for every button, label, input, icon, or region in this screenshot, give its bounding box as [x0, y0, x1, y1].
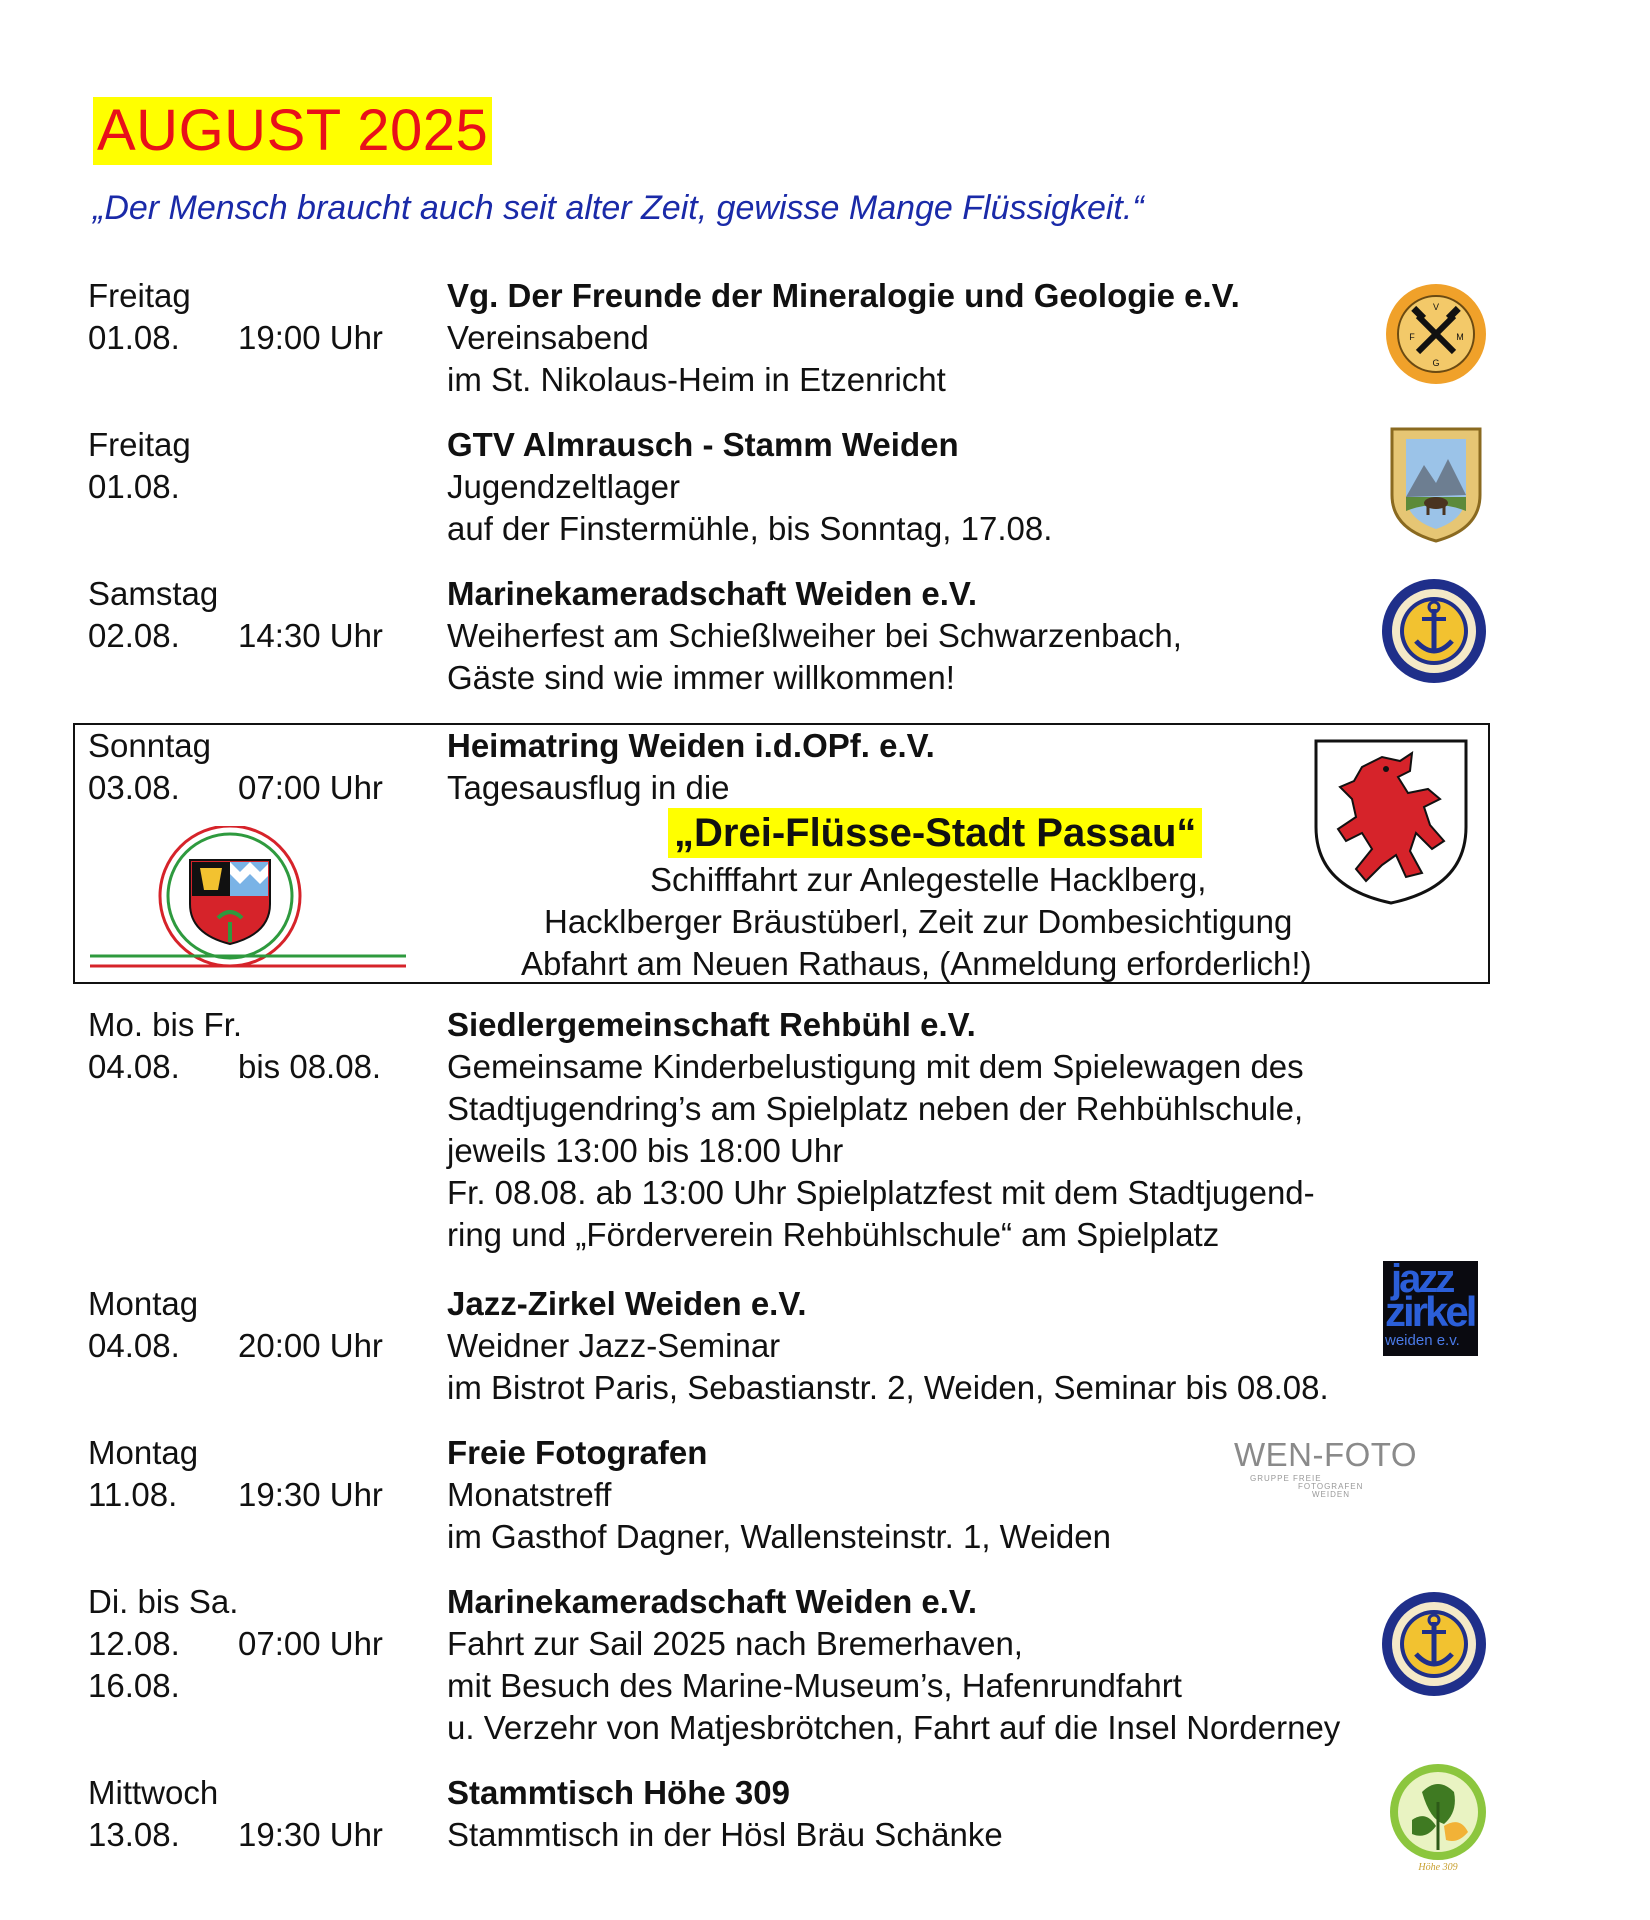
wen-foto-wordmark: WEN-FOTO	[1234, 1436, 1418, 1473]
svg-text:G: G	[1432, 358, 1440, 368]
jazz-zirkel-logo	[1383, 1261, 1478, 1356]
event-line: Schifffahrt zur Anlegestelle Hacklberg,	[650, 861, 1207, 898]
event-line: im Gasthof Dagner, Wallensteinstr. 1, Weiden	[447, 1518, 1111, 1555]
event-day: Freitag	[88, 426, 191, 463]
event-line: Vereinsabend	[447, 319, 649, 356]
event-time: 19:00 Uhr	[238, 319, 383, 356]
svg-text:F: F	[1409, 332, 1415, 342]
event-date: 13.08.	[88, 1816, 180, 1853]
event-day: Sonntag	[88, 727, 211, 764]
event-line: Gäste sind wie immer willkommen!	[447, 659, 955, 696]
jazz-logo-subtitle: weiden e.v.	[1385, 1332, 1460, 1349]
event-day: Di. bis Sa.	[88, 1583, 239, 1620]
event-organizer: Siedlergemeinschaft Rehbühl e.V.	[447, 1006, 976, 1043]
event-line: Weiherfest am Schießlweiher bei Schwarzenbach,	[447, 617, 1182, 654]
event-time: 07:00 Uhr	[238, 1625, 383, 1662]
event-organizer: GTV Almrausch - Stamm Weiden	[447, 426, 959, 463]
event-day: Samstag	[88, 575, 219, 612]
event-time: 19:30 Uhr	[238, 1476, 383, 1513]
event-line: Stammtisch in der Hösl Bräu Schänke	[447, 1816, 1003, 1853]
wen-foto-subtitle: WEIDEN	[1312, 1490, 1350, 1499]
gtv-almrausch-shield-icon	[1388, 425, 1484, 543]
event-line: ring und „Förderverein Rehbühlschule“ am Spielplatz	[447, 1216, 1220, 1253]
event-date: 01.08.	[88, 468, 180, 505]
destination-highlight: „Drei-Flüsse-Stadt Passau“	[668, 808, 1202, 858]
event-organizer: Marinekameradschaft Weiden e.V.	[447, 575, 978, 612]
event-line: Fr. 08.08. ab 13:00 Uhr Spielplatzfest mit dem Stadtjugend-	[447, 1174, 1315, 1211]
hoehe-309-emblem-icon	[1386, 1762, 1490, 1874]
event-date: 01.08.	[88, 319, 180, 356]
event-line: mit Besuch des Marine-Museum’s, Hafenrundfahrt	[447, 1667, 1182, 1704]
anchor-emblem-icon	[1380, 1590, 1488, 1698]
event-date: 04.08.	[88, 1327, 180, 1364]
event-organizer: Heimatring Weiden i.d.OPf. e.V.	[447, 727, 935, 764]
event-line: Monatstreff	[447, 1476, 612, 1513]
event-day: Mo. bis Fr.	[88, 1006, 243, 1043]
event-date: 11.08.	[88, 1476, 178, 1513]
event-date: 04.08.	[88, 1048, 180, 1085]
svg-text:V: V	[1432, 302, 1440, 312]
event-line: Gemeinsame Kinderbelustigung mit dem Spielewagen des	[447, 1048, 1304, 1085]
page-title: AUGUST 2025	[93, 97, 492, 165]
event-time: 19:30 Uhr	[238, 1816, 383, 1853]
event-line: Fahrt zur Sail 2025 nach Bremerhaven,	[447, 1625, 1023, 1662]
passau-wolf-coat-of-arms-icon	[1312, 737, 1470, 907]
event-line: Hacklberger Bräustüberl, Zeit zur Dombesichtigung	[544, 903, 1293, 940]
event-day: Montag	[88, 1285, 199, 1322]
anchor-emblem-icon	[1380, 577, 1488, 685]
event-line: u. Verzehr von Matjesbrötchen, Fahrt auf die Insel Norderney	[447, 1709, 1341, 1746]
event-time: 14:30 Uhr	[238, 617, 383, 654]
event-line: Stadtjugendring’s am Spielplatz neben der Rehbühlschule,	[447, 1090, 1304, 1127]
event-day: Freitag	[88, 277, 191, 314]
svg-text:Höhe 309: Höhe 309	[1418, 1862, 1458, 1873]
event-time: 07:00 Uhr	[238, 769, 383, 806]
event-line: Abfahrt am Neuen Rathaus, (Anmeldung erforderlich!)	[521, 945, 1312, 982]
event-line: im St. Nikolaus-Heim in Etzenricht	[447, 361, 946, 398]
wen-foto-subtitle: GRUPPE FREIE	[1250, 1474, 1322, 1483]
heimatring-weiden-emblem-icon	[90, 826, 406, 976]
zirkel-logo-word: zirkel	[1385, 1288, 1475, 1335]
event-time: bis 08.08.	[238, 1048, 382, 1085]
event-line: Jugendzeltlager	[447, 468, 680, 505]
event-organizer: Vg. Der Freunde der Mineralogie und Geologie e.V.	[447, 277, 1240, 314]
event-line: auf der Finstermühle, bis Sonntag, 17.08.	[447, 510, 1053, 547]
event-line: Tagesausflug in die	[447, 769, 730, 806]
event-date: 12.08.	[88, 1625, 180, 1662]
jazz-logo-word: jazz	[1391, 1261, 1453, 1301]
event-end-date: 16.08.	[88, 1667, 180, 1704]
event-date: 03.08.	[88, 769, 180, 806]
event-day: Mittwoch	[88, 1774, 219, 1811]
svg-text:M: M	[1456, 332, 1464, 342]
event-date: 02.08.	[88, 617, 180, 654]
motto-quote: „Der Mensch braucht auch seit alter Zeit, gewisse Mange Flüssigkeit.“	[93, 189, 1144, 227]
wen-foto-logo	[1234, 1437, 1474, 1497]
event-time: 20:00 Uhr	[238, 1327, 383, 1364]
event-organizer: Marinekameradschaft Weiden e.V.	[447, 1583, 978, 1620]
event-line: Weidner Jazz-Seminar	[447, 1327, 781, 1364]
event-day: Montag	[88, 1434, 199, 1471]
event-line: im Bistrot Paris, Sebastianstr. 2, Weiden, Seminar bis 08.08.	[447, 1369, 1329, 1406]
event-organizer: Stammtisch Höhe 309	[447, 1774, 790, 1811]
wen-foto-subtitle: FOTOGRAFEN	[1298, 1482, 1364, 1491]
mineralogy-club-emblem-icon	[1384, 282, 1488, 386]
event-organizer: Freie Fotografen	[447, 1434, 708, 1471]
event-line: jeweils 13:00 bis 18:00 Uhr	[447, 1132, 844, 1169]
event-organizer: Jazz-Zirkel Weiden e.V.	[447, 1285, 807, 1322]
